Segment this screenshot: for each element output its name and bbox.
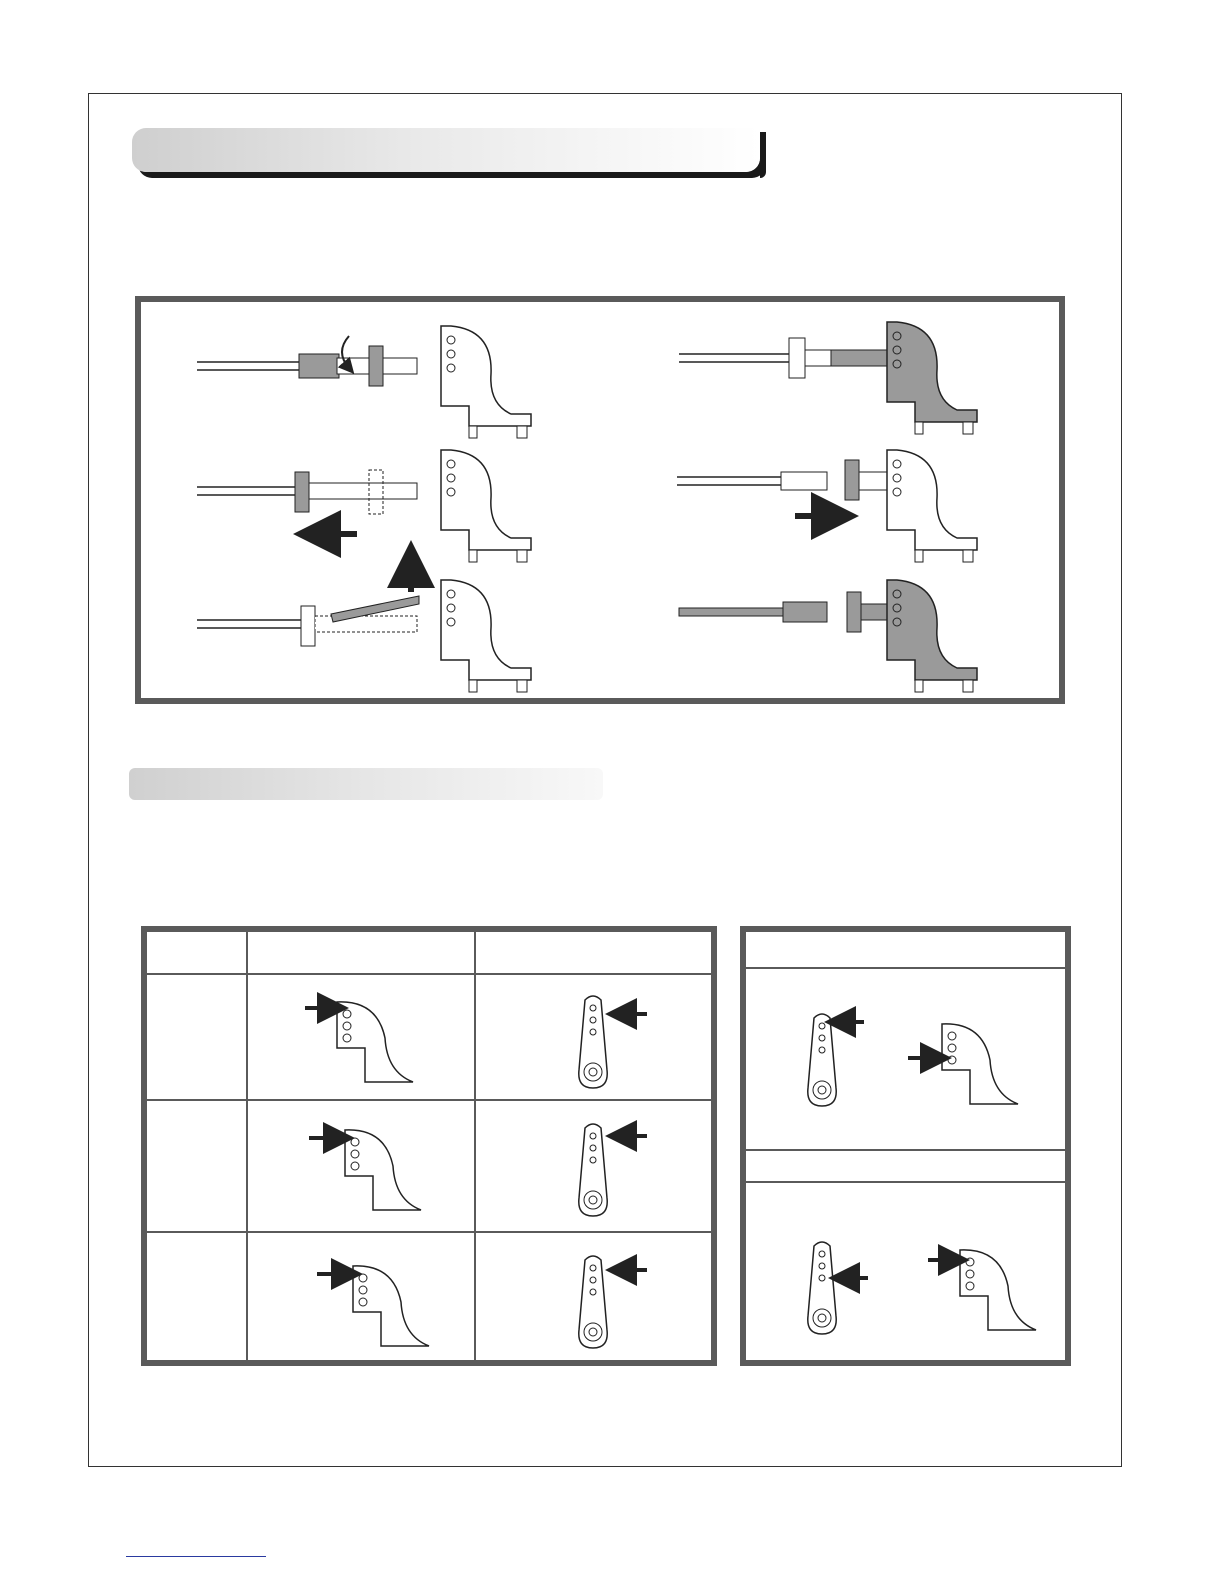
horn-combination-grid bbox=[746, 932, 1065, 1360]
control-horn-icon bbox=[441, 450, 531, 562]
control-horn-icon bbox=[960, 1250, 1036, 1330]
servo-arm-icon bbox=[579, 996, 607, 1088]
clevis-steps-illustration bbox=[141, 302, 1059, 698]
control-horn-icon bbox=[887, 322, 977, 434]
step-4-clevis bbox=[679, 338, 901, 378]
servo-arm-icon bbox=[808, 1014, 836, 1106]
servo-arm-icon bbox=[579, 1124, 607, 1216]
control-horn-icon bbox=[887, 450, 977, 562]
subsection-header-bar bbox=[129, 768, 603, 800]
step-3-clevis bbox=[197, 564, 419, 646]
section-header-bar bbox=[132, 128, 760, 172]
footer-link[interactable] bbox=[126, 1556, 266, 1557]
control-horn-icon bbox=[441, 580, 531, 692]
servo-arm-icon bbox=[579, 1256, 607, 1348]
step-6-clevis bbox=[679, 592, 905, 632]
horn-table-grid bbox=[147, 932, 711, 1360]
step-1-clevis bbox=[197, 336, 417, 386]
control-horn-icon bbox=[887, 580, 977, 692]
servo-arm-icon bbox=[808, 1242, 836, 1334]
step-2-clevis bbox=[197, 470, 417, 534]
clevis-installation-panel bbox=[135, 296, 1065, 704]
control-horn-icon bbox=[345, 1130, 421, 1210]
control-horn-icon bbox=[441, 326, 531, 438]
step-5-clevis bbox=[677, 460, 903, 516]
control-horn-icon bbox=[942, 1024, 1018, 1104]
horn-position-table bbox=[141, 926, 717, 1366]
control-horn-icon bbox=[337, 1002, 413, 1082]
horn-combination-table bbox=[740, 926, 1071, 1366]
control-horn-icon bbox=[353, 1266, 429, 1346]
